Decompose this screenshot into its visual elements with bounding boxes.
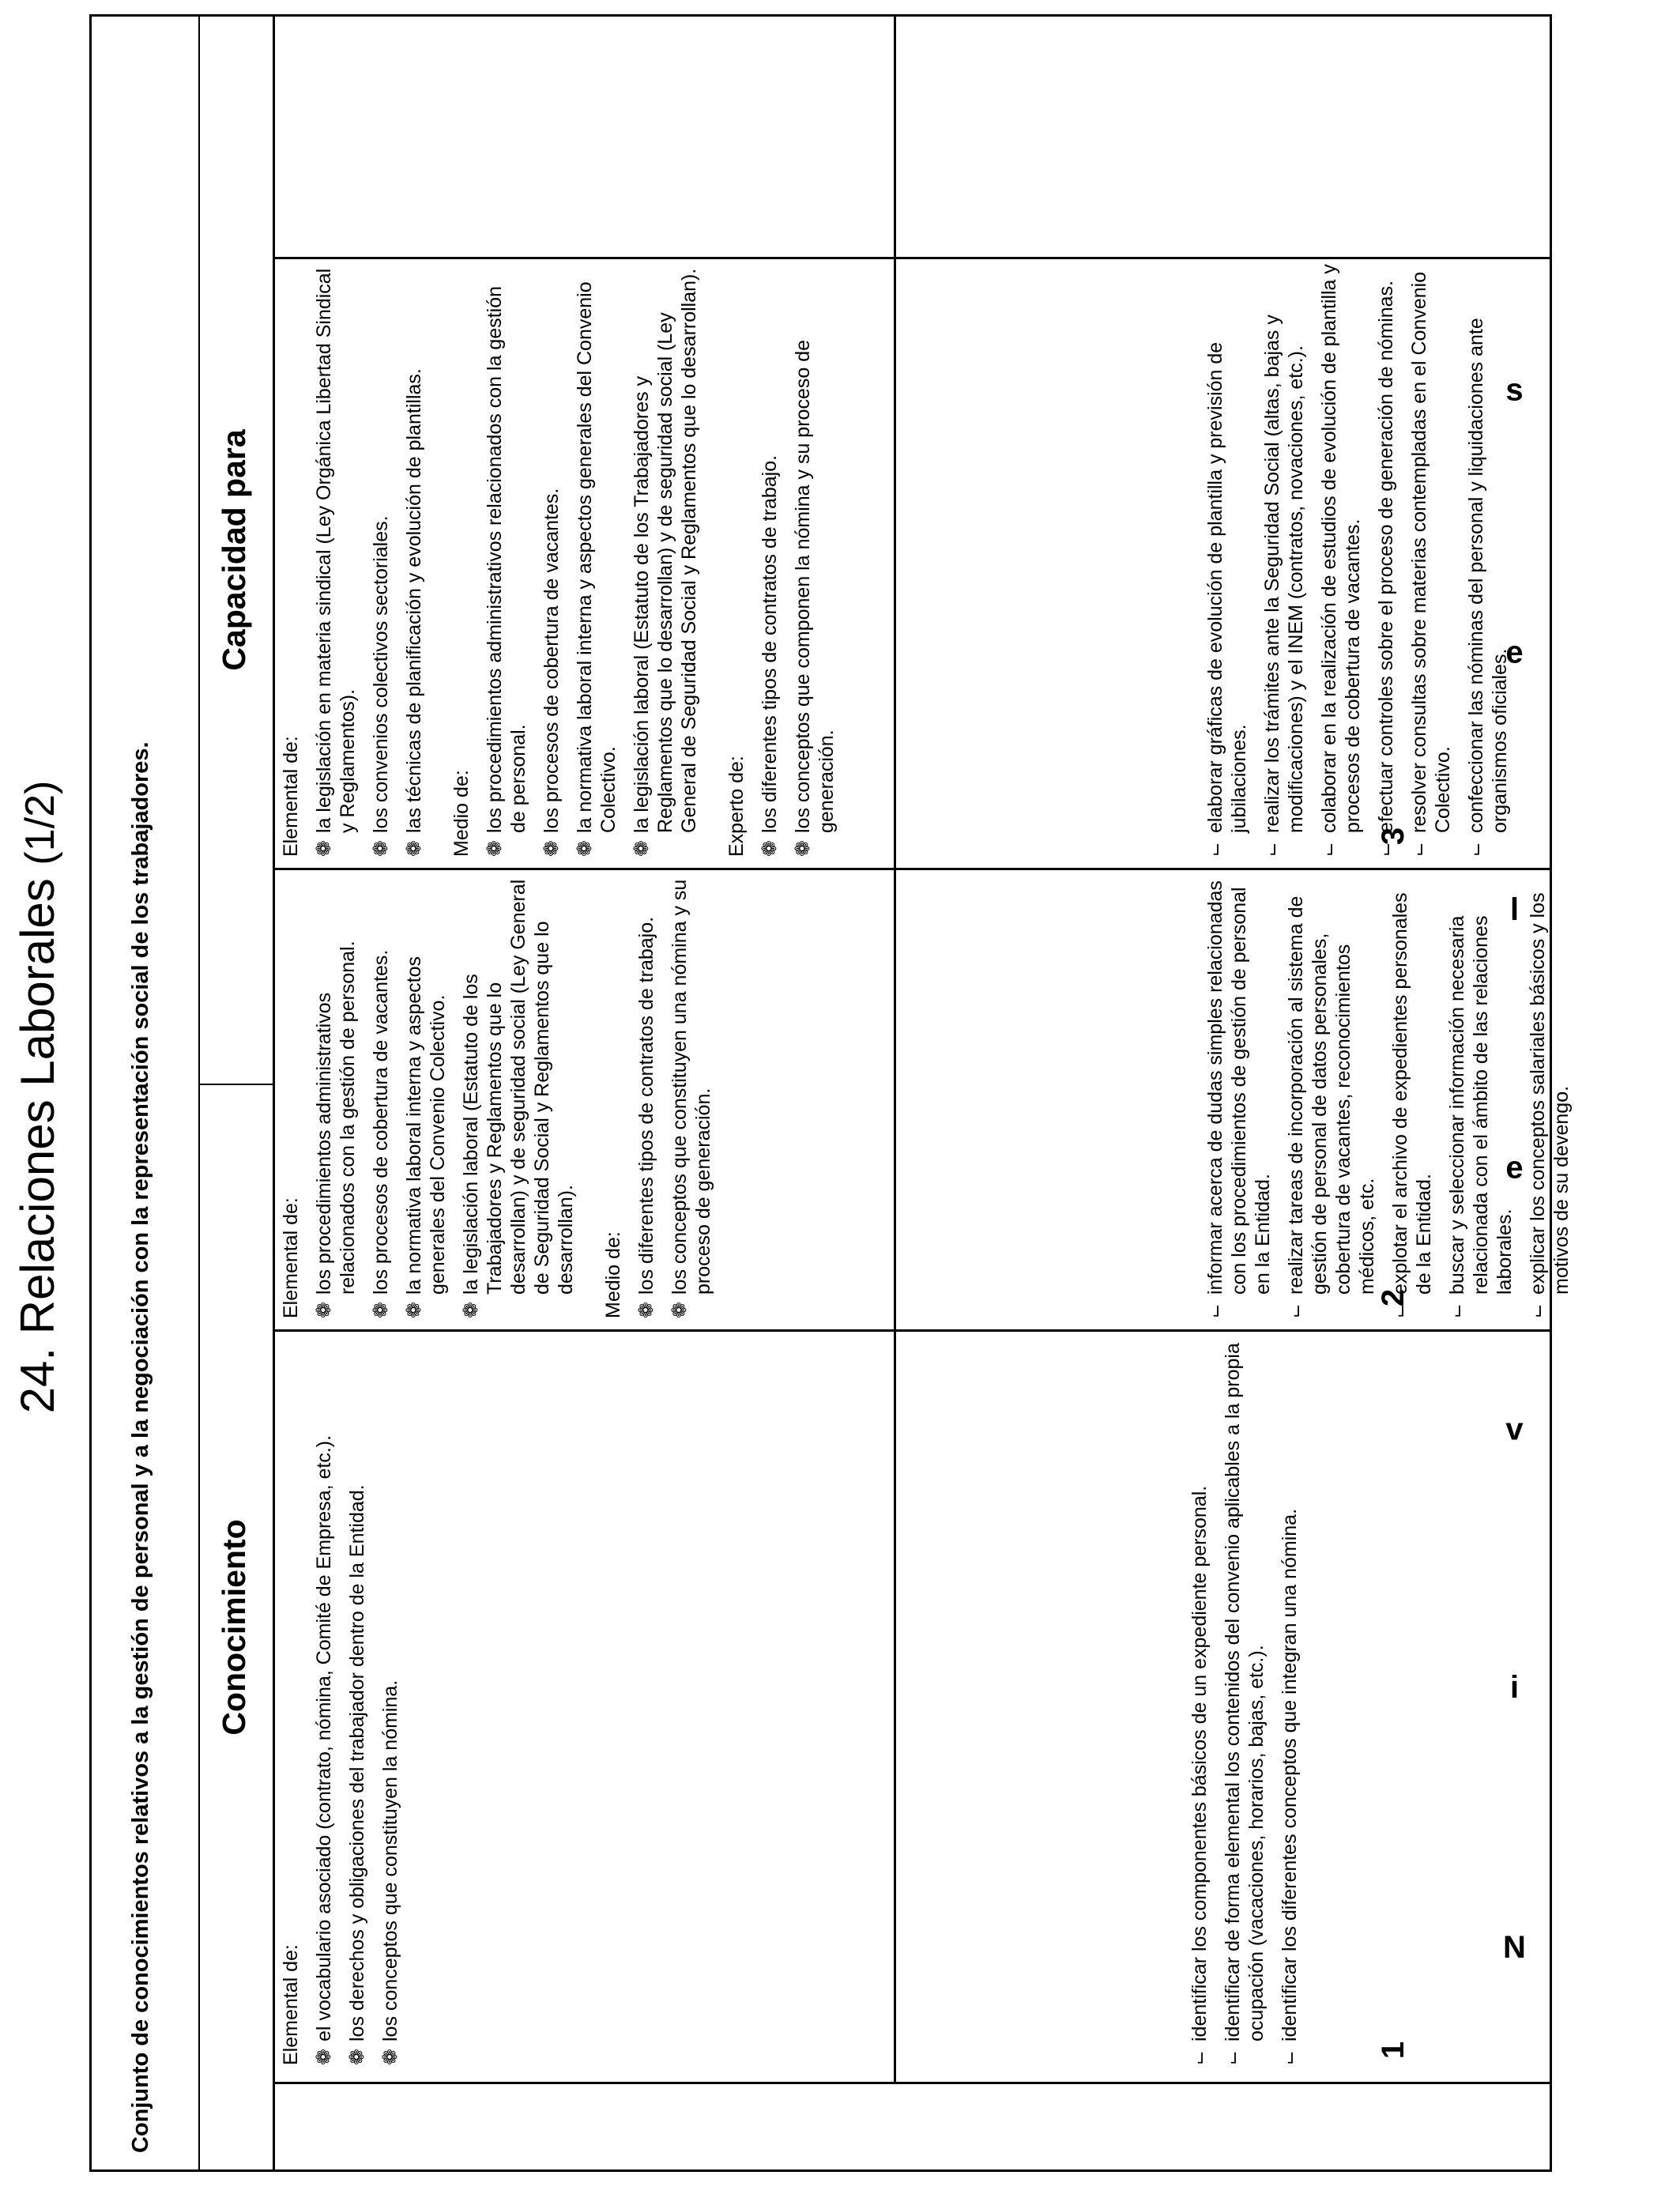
item-text: las técnicas de planificación y evolución de plantillas. — [403, 368, 425, 833]
item-text: los procedimientos administrativos relacionados con la gestión de personal. — [484, 285, 529, 833]
capacity-list — [1203, 876, 1573, 1318]
list-item — [1526, 876, 1573, 1318]
item-text: los diferentes tipos de contratos de trabajo. — [759, 454, 781, 833]
list-item — [1464, 264, 1512, 857]
knowledge-list — [483, 264, 701, 857]
levels-letter: e — [1505, 635, 1524, 669]
hook-arrow-icon: ⌙ — [1189, 2050, 1209, 2065]
level-3-knowledge — [279, 264, 887, 857]
title-number: 24. — [11, 1347, 64, 1414]
hook-arrow-icon: ⌙ — [1262, 842, 1282, 857]
item-text: informar acerca de dudas simples relacionadas con los procedimientos de gestión de personal en la Entidad. — [1204, 880, 1274, 1295]
list-item — [573, 264, 620, 857]
knowledge-group — [279, 1334, 402, 2065]
level-1-knowledge — [279, 1334, 880, 2065]
item-text: los procesos de cobertura de vacantes. — [370, 949, 392, 1295]
hook-arrow-icon: ⌙ — [1222, 2050, 1242, 2065]
list-item — [1203, 264, 1251, 857]
item-text: identificar los componentes básicos de un expediente personal. — [1188, 1485, 1211, 2041]
hook-arrow-icon: ⌙ — [1205, 842, 1225, 857]
hook-arrow-icon: ⌙ — [1319, 842, 1339, 857]
list-item — [758, 264, 782, 857]
list-item — [1388, 876, 1436, 1318]
list-item — [369, 264, 393, 857]
level-2-knowledge — [279, 876, 880, 1318]
list-item — [1203, 876, 1275, 1318]
list-item — [540, 264, 563, 857]
hook-arrow-icon: ⌙ — [1286, 1303, 1305, 1318]
hook-arrow-icon: ⌙ — [1527, 1303, 1547, 1318]
title-name: Relaciones Laborales — [11, 878, 64, 1335]
subtitle-divider — [198, 14, 200, 2172]
list-item — [312, 1334, 336, 2065]
frame-left — [89, 2169, 1552, 2172]
item-text: la normativa laboral interna y aspectos generales del Convenio Colectivo. — [574, 281, 620, 833]
item-text: la legislación en materia sindical (Ley Orgánica Libertad Sindical y Reglamentos). — [313, 268, 359, 833]
flower-bullet-icon: ❁ — [313, 2049, 335, 2065]
flower-bullet-icon: ❁ — [346, 2049, 368, 2065]
knowledge-caption: Experto de: — [725, 756, 748, 857]
knowledge-caption: Medio de: — [450, 770, 473, 857]
knowledge-group — [279, 876, 578, 1318]
capacity-list — [1188, 1334, 1301, 2065]
hook-arrow-icon: ⌙ — [1376, 842, 1396, 857]
item-text: los diferentes tipos de contratos de trabajo. — [635, 916, 657, 1295]
flower-bullet-icon: ❁ — [370, 1302, 392, 1318]
flower-bullet-icon: ❁ — [370, 840, 392, 857]
title-part: (1/2) — [17, 780, 63, 865]
item-text: resolver consultas sobre materias contempladas en el Convenio Colectivo. — [1408, 271, 1454, 833]
hook-arrow-icon: ⌙ — [1205, 1303, 1225, 1318]
knowledge-capacity-divider — [894, 14, 896, 2084]
item-text: los conceptos que constituyen la nómina. — [379, 1679, 401, 2041]
level-3-end-divider — [273, 257, 1552, 259]
level-2-3-divider — [273, 868, 1552, 870]
knowledge-group — [450, 264, 701, 857]
hook-arrow-icon: ⌙ — [1466, 842, 1486, 857]
list-item — [668, 876, 715, 1318]
item-text: los conceptos que componen la nómina y su proceso de generación. — [792, 340, 838, 833]
item-text: efectuar controles sobre el proceso de generación de nóminas. — [1375, 280, 1397, 833]
item-text: explotar el archivo de expedientes personales de la Entidad. — [1389, 892, 1435, 1295]
list-item — [369, 876, 393, 1318]
level-number-3: 3 — [1376, 827, 1411, 846]
levels-letter: l — [1509, 892, 1519, 928]
flower-bullet-icon: ❁ — [541, 840, 563, 857]
item-text: los conceptos que constituyen una nómina y su proceso de generación. — [669, 879, 714, 1295]
level-1-capacity — [903, 1334, 1377, 2065]
list-item — [1374, 264, 1398, 857]
list-item — [1284, 876, 1379, 1318]
flower-bullet-icon: ❁ — [379, 2049, 401, 2065]
list-item — [312, 264, 360, 857]
list-item — [1188, 1334, 1211, 2065]
levels-letter: v — [1505, 1412, 1524, 1447]
list-item — [345, 1334, 369, 2065]
list-item — [483, 264, 530, 857]
list-item — [1445, 876, 1519, 1318]
list-item — [1407, 264, 1455, 857]
item-text: elaborar gráficas de evolución de plantilla y previsión de jubilaciones. — [1204, 341, 1250, 833]
levels-letter: e — [1505, 1150, 1524, 1186]
flower-bullet-icon: ❁ — [403, 1302, 425, 1318]
item-text: los derechos y obligaciones del trabajador dentro de la Entidad. — [346, 1484, 368, 2041]
level-number-2: 2 — [1376, 1288, 1411, 1307]
level-2-capacity — [903, 876, 1573, 1318]
item-text: la legislación laboral (Estatuto de los Trabajadores y Reglamentos que lo desarrollan) y de seguridad social (Ley General de Seguridad Social y Reglamentos que lo desarrollan). — [631, 268, 700, 833]
page-title — [0, 0, 76, 2194]
knowledge-caption: Elemental de: — [280, 1944, 302, 2065]
competency-table — [89, 14, 1573, 2172]
list-item — [402, 264, 426, 857]
levels-column-divider — [273, 2082, 1552, 2084]
item-text: confeccionar las nóminas del personal y liquidaciones ante organismos oficiales. — [1465, 318, 1511, 833]
item-text: realizar tareas de incorporación al sistema de gestión de personal de datos personales, cobertura de vacantes, reconocimientos médicos, etc. — [1285, 895, 1378, 1295]
list-item — [1221, 1334, 1268, 2065]
list-item — [402, 876, 450, 1318]
flower-bullet-icon: ❁ — [313, 1302, 335, 1318]
flower-bullet-icon: ❁ — [484, 840, 506, 857]
item-text: buscar y seleccionar información necesaria relacionada con el ámbito de las relaciones laborales. — [1446, 915, 1516, 1295]
item-text: identificar de forma elemental los contenidos del convenio aplicables a la propia ocupación (vacaciones, horarios, bajas, etc.). — [1222, 1343, 1268, 2041]
subtitle: Conjunto de conocimientos relativos a la gestión de personal y a la negociación con la representación social de los trabajadores. — [128, 741, 153, 2153]
list-item — [312, 876, 360, 1318]
list-item — [635, 876, 658, 1318]
item-text: realizar los trámites ante la Seguridad Social (altas, bajas y modificaciones) y el INEM (contratos, novaciones, etc.). — [1261, 315, 1307, 833]
capacity-list — [1203, 264, 1512, 857]
list-item — [459, 876, 578, 1318]
frame-top — [89, 14, 92, 2172]
item-text: los convenios colectivos sectoriales. — [370, 515, 392, 833]
hook-arrow-icon: ⌙ — [1279, 2050, 1299, 2065]
item-text: explicar los conceptos salariales básicos y los motivos de su devengo. — [1527, 892, 1573, 1295]
knowledge-list — [312, 264, 426, 857]
flower-bullet-icon: ❁ — [403, 840, 425, 857]
knowledge-list — [312, 1334, 402, 2065]
level-number-1: 1 — [1376, 2041, 1411, 2060]
knowledge-list — [635, 876, 715, 1318]
knowledge-list — [758, 264, 838, 857]
knowledge-list — [312, 876, 578, 1318]
flower-bullet-icon: ❁ — [313, 840, 335, 857]
item-text: identificar los diferentes conceptos que integran una nómina. — [1279, 1508, 1301, 2041]
item-text: la legislación laboral (Estatuto de los Trabajadores y Reglamentos que lo desarrollan) y de seguridad social (Ley General de Seguridad Social y Reglamentos que lo desarrollan). — [460, 879, 577, 1295]
knowledge-caption: Medio de: — [602, 1231, 624, 1318]
list-item — [630, 264, 701, 857]
list-item — [791, 264, 838, 857]
knowledge-caption: Elemental de: — [280, 736, 302, 857]
header-divider — [273, 14, 275, 2172]
levels-letter: i — [1509, 1669, 1519, 1705]
levels-letter: s — [1505, 372, 1524, 408]
flower-bullet-icon: ❁ — [574, 840, 596, 857]
column-header-knowledge: Conocimiento — [216, 1519, 252, 1736]
hook-arrow-icon: ⌙ — [1390, 1303, 1410, 1318]
list-item — [1317, 264, 1365, 857]
column-header-capacity: Capacidad para — [216, 429, 252, 671]
item-text: la normativa laboral interna y aspectos generales del Convenio Colectivo. — [403, 956, 449, 1295]
level-1-2-divider — [273, 1329, 1552, 1332]
item-text: el vocabulario asociado (contrato, nómina, Comité de Empresa, etc.). — [313, 1434, 335, 2041]
flower-bullet-icon: ❁ — [460, 1302, 482, 1318]
knowledge-group — [725, 264, 838, 857]
list-item — [1278, 1334, 1301, 2065]
flower-bullet-icon: ❁ — [669, 1302, 691, 1318]
item-text: los procedimientos administrativos relacionados con la gestión de personal. — [313, 941, 359, 1295]
flower-bullet-icon: ❁ — [759, 840, 781, 857]
hook-arrow-icon: ⌙ — [1447, 1303, 1467, 1318]
frame-right — [89, 14, 1552, 17]
item-text: los procesos de cobertura de vacantes. — [541, 488, 563, 833]
list-item — [379, 1334, 402, 2065]
knowledge-group — [601, 876, 715, 1318]
level-3-capacity — [903, 264, 1511, 857]
hook-arrow-icon: ⌙ — [1409, 842, 1429, 857]
item-text: colaborar en la realización de estudios de evolución de plantilla y procesos de cobertura de vacantes. — [1318, 264, 1364, 833]
flower-bullet-icon: ❁ — [635, 1302, 657, 1318]
list-item — [1260, 264, 1308, 857]
knowledge-group — [279, 264, 426, 857]
knowledge-caption: Elemental de: — [280, 1197, 302, 1318]
levels-letter: N — [1502, 1930, 1526, 1966]
flower-bullet-icon: ❁ — [631, 840, 653, 857]
flower-bullet-icon: ❁ — [792, 840, 814, 857]
